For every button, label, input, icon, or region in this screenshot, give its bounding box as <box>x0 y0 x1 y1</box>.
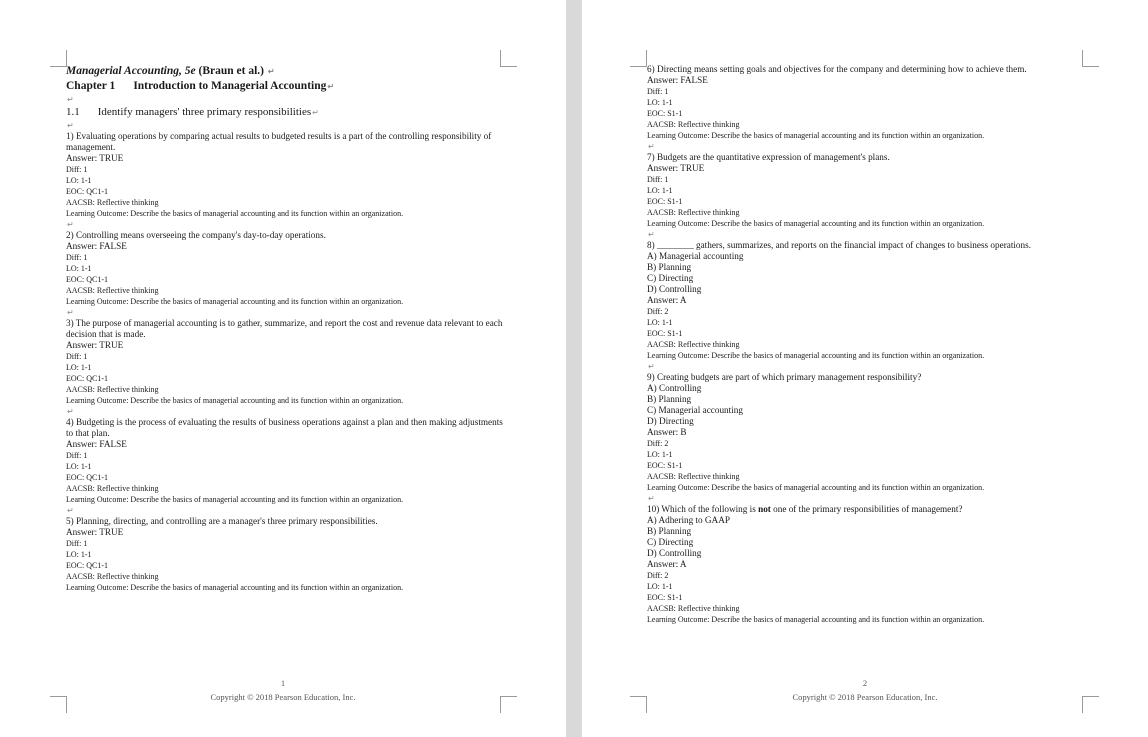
answer: Answer: A <box>647 295 687 305</box>
aacsb: AACSB: Reflective thinking <box>66 198 159 207</box>
learning-outcome: Learning Outcome: Describe the basics of managerial accounting and its function within an organization. <box>66 396 404 405</box>
page-body[interactable] <box>647 64 1077 625</box>
eoc: EOC: S1-1 <box>647 109 683 118</box>
difficulty: Diff: 1 <box>66 165 88 174</box>
answer: Answer: TRUE <box>66 340 124 350</box>
copyright-footer: Copyright © 2018 Pearson Education, Inc. <box>792 692 938 702</box>
difficulty: Diff: 1 <box>66 352 88 361</box>
difficulty: Diff: 1 <box>647 87 669 96</box>
chapter-heading: Chapter 1 Introduction to Managerial Accounting↵ <box>66 80 335 92</box>
eoc: EOC: S1-1 <box>647 329 683 338</box>
learning-objective: LO: 1-1 <box>66 176 92 185</box>
learning-objective: LO: 1-1 <box>647 186 673 195</box>
option: D) Controlling <box>647 284 702 294</box>
question-block: 2) Controlling means overseeing the company's day-to-day operations. Answer: FALSE Diff: 1 LO: 1-1 EOC: QC1-1 AACSB: Reflective thinking Learning Outcome: Describe the basics of managerial accounting and its function within an organization. ↵ <box>66 230 506 318</box>
eoc: EOC: QC1-1 <box>66 374 108 383</box>
answer: Answer: B <box>647 427 687 437</box>
aacsb: AACSB: Reflective thinking <box>66 484 159 493</box>
document-page-1[interactable] <box>0 0 566 737</box>
difficulty: Diff: 1 <box>647 175 669 184</box>
answer: Answer: A <box>647 559 687 569</box>
crop-mark <box>1082 50 1099 67</box>
learning-objective: LO: 1-1 <box>647 582 673 591</box>
option: B) Planning <box>647 526 692 536</box>
crop-mark <box>630 50 647 67</box>
question-text: 7) Budgets are the quantitative expression of management's plans. <box>647 152 890 162</box>
learning-outcome: Learning Outcome: Describe the basics of managerial accounting and its function within an organization. <box>647 131 985 140</box>
answer: Answer: FALSE <box>66 439 127 449</box>
aacsb: AACSB: Reflective thinking <box>66 385 159 394</box>
difficulty: Diff: 1 <box>66 451 88 460</box>
learning-objective: LO: 1-1 <box>66 462 92 471</box>
learning-outcome: Learning Outcome: Describe the basics of managerial accounting and its function within an organization. <box>647 351 985 360</box>
question-block: 1) Evaluating operations by comparing actual results to budgeted results is a part of the controlling responsibility of management. Answer: TRUE Diff: 1 LO: 1-1 EOC: QC1-1 AACSB: Reflective thinking Learning Outcome: Describe the basics of managerial accounting and its function within an organization. ↵ <box>66 131 506 230</box>
aacsb: AACSB: Reflective thinking <box>647 472 740 481</box>
learning-objective: LO: 1-1 <box>66 264 92 273</box>
question-block: 9) Creating budgets are part of which primary management responsibility? A) Controlling B) Planning C) Managerial accounting D) Directing Answer: B Diff: 2 LO: 1-1 EOC: S1-1 AACSB: Reflective thinking Learning Outcome: Describe the basics of managerial accounting and its function within an organization. ↵ <box>647 372 1077 504</box>
option: B) Planning <box>647 394 692 404</box>
learning-objective: LO: 1-1 <box>66 550 92 559</box>
question-block <box>66 516 506 593</box>
learning-outcome: Learning Outcome: Describe the basics of managerial accounting and its function within an organization. <box>66 297 404 306</box>
answer: Answer: TRUE <box>647 163 705 173</box>
eoc: EOC: S1-1 <box>647 461 683 470</box>
aacsb: AACSB: Reflective thinking <box>647 604 740 613</box>
question-text: 4) Budgeting is the process of evaluating the results of business operations against a plan and then making adjustments to that plan. <box>66 417 503 438</box>
learning-objective: LO: 1-1 <box>66 363 92 372</box>
page-number: 1 <box>280 678 286 688</box>
difficulty: Diff: 1 <box>66 539 88 548</box>
question-block: 6) Directing means setting goals and objectives for the company and determining how to achieve them. Answer: FALSE Diff: 1 LO: 1-1 EOC: S1-1 AACSB: Reflective thinking Learning Outcome: Describe the basics of managerial accounting and its function within an organization. ↵ <box>647 64 1077 152</box>
book-title: Managerial Accounting, 5e (Braun et al.) ↵ <box>66 65 275 77</box>
question-block <box>647 504 1077 625</box>
question-block: 4) Budgeting is the process of evaluating the results of business operations against a plan and then making adjustments to that plan. Answer: FALSE Diff: 1 LO: 1-1 EOC: QC1-1 AACSB: Reflective thinking Learning Outcome: Describe the basics of managerial accounting and its function within an organization. ↵ <box>66 417 506 516</box>
difficulty: Diff: 2 <box>647 307 669 316</box>
question-text: 2) Controlling means overseeing the company's day-to-day operations. <box>66 230 326 240</box>
option: D) Directing <box>647 416 694 426</box>
aacsb: AACSB: Reflective thinking <box>647 120 740 129</box>
eoc: EOC: S1-1 <box>647 593 683 602</box>
aacsb: AACSB: Reflective thinking <box>66 572 159 581</box>
question-block: 8) ________ gathers, summarizes, and reports on the financial impact of changes to business operations. A) Managerial accounting B) Planning C) Directing D) Controlling Answer: A Diff: 2 LO: 1-1 EOC: S1-1 AACSB: Reflective thinking Learning Outcome: Describe the basics of managerial accounting and its function within an organization. ↵ <box>647 240 1077 372</box>
learning-outcome: Learning Outcome: Describe the basics of managerial accounting and its function within an organization. <box>647 483 985 492</box>
option: A) Managerial accounting <box>647 251 744 261</box>
learning-outcome: Learning Outcome: Describe the basics of managerial accounting and its function within an organization. <box>66 583 404 592</box>
option: C) Directing <box>647 273 694 283</box>
learning-outcome: Learning Outcome: Describe the basics of managerial accounting and its function within an organization. <box>66 495 404 504</box>
learning-objective: LO: 1-1 <box>647 98 673 107</box>
document-page-2[interactable] <box>582 0 1148 737</box>
crop-mark <box>50 50 67 67</box>
learning-objective: LO: 1-1 <box>647 450 673 459</box>
learning-outcome: Learning Outcome: Describe the basics of managerial accounting and its function within an organization. <box>647 615 985 624</box>
option: B) Planning <box>647 262 692 272</box>
question-block: 3) The purpose of managerial accounting is to gather, summarize, and report the cost and revenue data relevant to each decision that is made. Answer: TRUE Diff: 1 LO: 1-1 EOC: QC1-1 AACSB: Reflective thinking Learning Outcome: Describe the basics of managerial accounting and its function within an organization. ↵ <box>66 318 506 417</box>
question-text: 1) Evaluating operations by comparing actual results to budgeted results is a part of the controlling responsibility of management. <box>66 131 492 152</box>
option: A) Controlling <box>647 383 702 393</box>
question-text: 6) Directing means setting goals and objectives for the company and determining how to achieve them. <box>647 64 1027 74</box>
learning-outcome: Learning Outcome: Describe the basics of managerial accounting and its function within an organization. <box>66 209 404 218</box>
answer: Answer: TRUE <box>66 527 124 537</box>
aacsb: AACSB: Reflective thinking <box>647 208 740 217</box>
difficulty: Diff: 2 <box>647 439 669 448</box>
option: C) Managerial accounting <box>647 405 743 415</box>
answer: Answer: TRUE <box>66 153 124 163</box>
difficulty: Diff: 1 <box>66 253 88 262</box>
option: D) Controlling <box>647 548 702 558</box>
learning-objective: LO: 1-1 <box>647 318 673 327</box>
question-text: 9) Creating budgets are part of which primary management responsibility? <box>647 372 922 382</box>
question-text: 10) Which of the following is not one of the primary responsibilities of management? <box>647 504 963 514</box>
option: A) Adhering to GAAP <box>647 515 730 525</box>
eoc: EOC: QC1-1 <box>66 561 108 570</box>
question-block: 7) Budgets are the quantitative expression of management's plans. Answer: TRUE Diff: 1 LO: 1-1 EOC: S1-1 AACSB: Reflective thinking Learning Outcome: Describe the basics of managerial accounting and its function within an organization. ↵ <box>647 152 1077 240</box>
page-body[interactable]: Managerial Accounting, 5e (Braun et al.) ↵ Chapter 1 Introduction to Managerial Accounting↵ ↵ 1.1 Identify managers' three primary responsibilities↵ ↵ 1) Evaluating operations by comparing actual results to budgeted results is a part of the controlling responsibility of management. Answer: TRUE Diff: 1 LO: 1-1 EOC: QC1-1 AACSB: Reflective thinking Learning Outcome: Describe the basics of managerial accounting and its function within an organization. ↵ 2) Controlling means overseeing the company's day-to-day operations. Answer: FALSE Diff: 1 LO: 1-1 EOC: QC1-1 AACSB: Reflective thinking Learning Outcome: Describe the basics of managerial accounting and its function within an organization. ↵ 3) The purpose of managerial accounting is to gather, summarize, and report the cost and revenue data relevant to each decision that is made. Answer: TRUE Diff: 1 LO: 1-1 EOC: QC1-1 AACSB: Reflective thinking Learning Outcome: Describe the basics of managerial accounting and its function within an organization. ↵ 4) Budgeting is the process of evaluating the results of business operations against a plan and then making adjustments to that plan. Answer: FALSE Diff: 1 LO: 1-1 EOC: QC1-1 AACSB: Reflective thinking Learning Outcome: Describe the basics of managerial accounting and its function within an organization. ↵ 5) Planning, directing, and controlling are a manager's three primary responsibilities. Answer: TRUE Diff: 1 LO: 1-1 EOC: QC1-1 AACSB: Reflective thinking Learning Outcome: Describe the basics of managerial accounting and its function within an organization. <box>66 64 506 593</box>
page-gap <box>566 0 582 737</box>
question-text: 5) Planning, directing, and controlling are a manager's three primary responsibilities. <box>66 516 378 526</box>
eoc: EOC: S1-1 <box>647 197 683 206</box>
answer: Answer: FALSE <box>647 75 708 85</box>
answer: Answer: FALSE <box>66 241 127 251</box>
difficulty: Diff: 2 <box>647 571 669 580</box>
option: C) Directing <box>647 537 694 547</box>
copyright-footer: Copyright © 2018 Pearson Education, Inc. <box>210 692 356 702</box>
question-text: 8) ________ gathers, summarizes, and reports on the financial impact of changes to business operations. <box>647 240 1031 250</box>
page-number: 2 <box>862 678 868 688</box>
question-text: 3) The purpose of managerial accounting is to gather, summarize, and report the cost and revenue data relevant to each decision that is made. <box>66 318 503 339</box>
section-heading: 1.1 Identify managers' three primary responsibilities↵ <box>66 106 319 118</box>
eoc: EOC: QC1-1 <box>66 473 108 482</box>
learning-outcome: Learning Outcome: Describe the basics of managerial accounting and its function within an organization. <box>647 219 985 228</box>
aacsb: AACSB: Reflective thinking <box>66 286 159 295</box>
eoc: EOC: QC1-1 <box>66 275 108 284</box>
aacsb: AACSB: Reflective thinking <box>647 340 740 349</box>
eoc: EOC: QC1-1 <box>66 187 108 196</box>
